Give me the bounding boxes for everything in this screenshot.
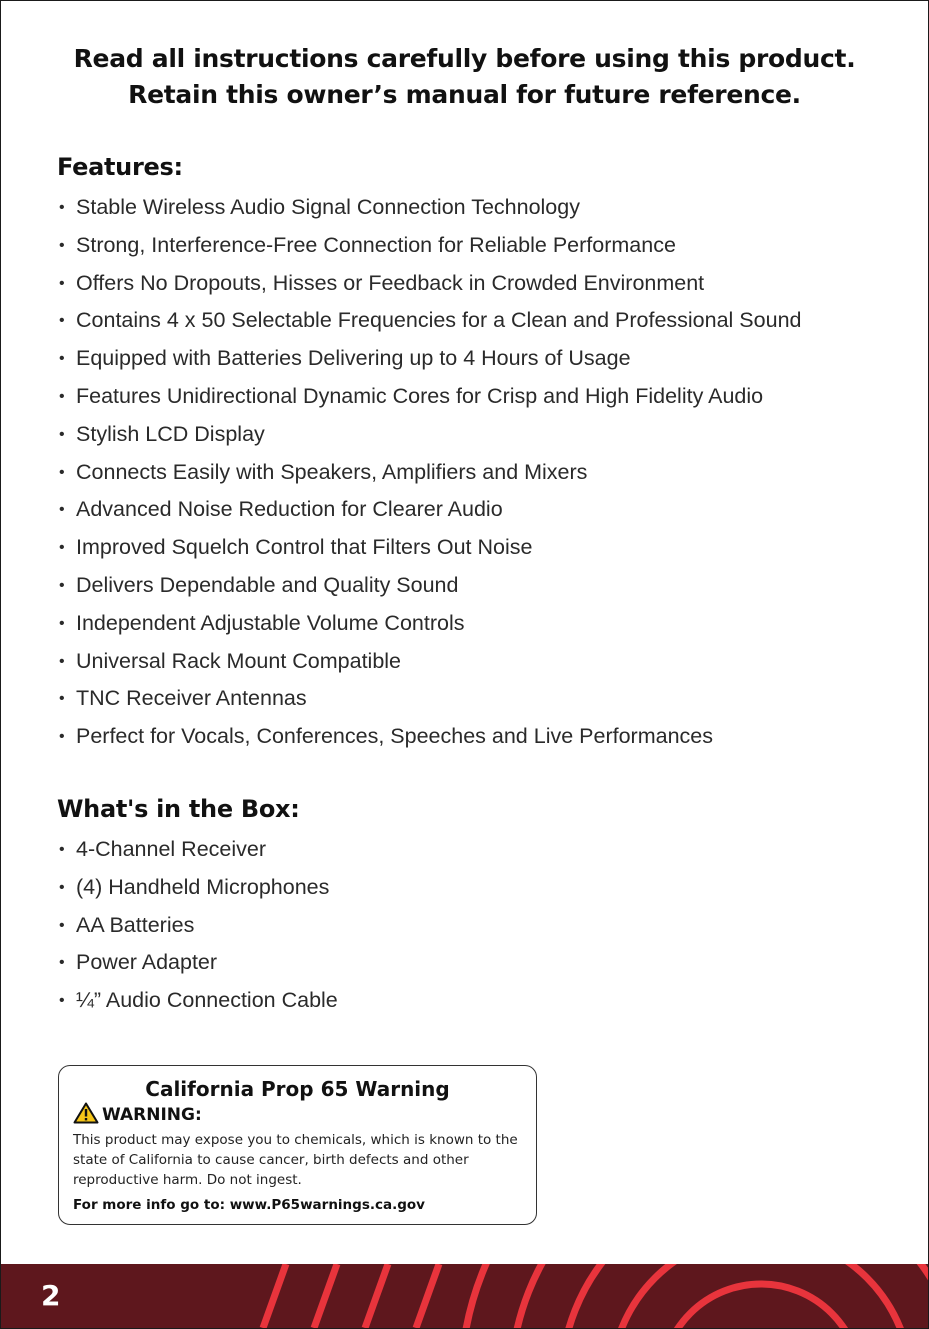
box-item: • AA Batteries	[59, 907, 338, 945]
bullet-icon: •	[59, 312, 65, 330]
bullet-icon: •	[59, 274, 65, 292]
warning-label: WARNING:	[102, 1105, 202, 1125]
warning-info-link[interactable]: For more info go to: www.P65warnings.ca.gov	[73, 1197, 425, 1213]
bullet-icon: •	[59, 992, 65, 1010]
feature-item: • Advanced Noise Reduction for Clearer Audio	[59, 491, 801, 529]
bullet-icon: •	[59, 387, 65, 405]
feature-item: • Features Unidirectional Dynamic Cores for Crisp and High Fidelity Audio	[59, 378, 801, 416]
feature-item: • Contains 4 x 50 Selectable Frequencies for a Clean and Professional Sound	[59, 302, 801, 340]
feature-item: • TNC Receiver Antennas	[59, 680, 801, 718]
feature-item: • Delivers Dependable and Quality Sound	[59, 567, 801, 605]
features-title: Features:	[57, 153, 183, 181]
bullet-icon: •	[59, 199, 65, 216]
box-item: • 4-Channel Receiver	[59, 831, 338, 869]
bullet-icon: •	[59, 728, 65, 746]
feature-item: • Offers No Dropouts, Hisses or Feedback in Crowded Environment	[59, 265, 801, 303]
feature-item: • Improved Squelch Control that Filters Out Noise	[59, 529, 801, 567]
feature-item: • Stable Wireless Audio Signal Connection Technology	[59, 189, 801, 227]
warning-text: This product may expose you to chemicals, which is known to the state of California to cause cancer, birth defects and other reproductive harm. Do not ingest.	[73, 1132, 518, 1188]
bullet-icon: •	[59, 954, 65, 972]
page-number: 2	[41, 1279, 61, 1312]
feature-item: • Equipped with Batteries Delivering up to 4 Hours of Usage	[59, 340, 801, 378]
bullet-icon: •	[59, 236, 65, 254]
warning-label-row	[73, 1102, 522, 1128]
warning-title: California Prop 65 Warning	[145, 1077, 450, 1101]
feature-item: • Independent Adjustable Volume Controls	[59, 605, 801, 643]
intro-heading	[1, 41, 928, 113]
box-contents-title: What's in the Box:	[57, 795, 300, 823]
bullet-icon: •	[59, 425, 65, 443]
footer-band	[1, 1264, 928, 1328]
prop65-warning-box	[58, 1065, 537, 1225]
bullet-icon: •	[59, 841, 65, 858]
bullet-icon: •	[59, 878, 65, 896]
feature-item: • Connects Easily with Speakers, Amplifiers and Mixers	[59, 454, 801, 492]
bullet-icon: •	[59, 916, 65, 934]
bullet-icon: •	[59, 614, 65, 632]
box-item: • Power Adapter	[59, 944, 338, 982]
bullet-icon: •	[59, 501, 65, 519]
bullet-icon: •	[59, 690, 65, 708]
footer-decoration	[1, 1264, 928, 1328]
bullet-icon: •	[59, 350, 65, 368]
feature-item: • Stylish LCD Display	[59, 416, 801, 454]
box-item: • (4) Handheld Microphones	[59, 869, 338, 907]
box-item: • ¼” Audio Connection Cable	[59, 982, 338, 1020]
warning-triangle-icon	[73, 1102, 99, 1128]
features-list	[59, 189, 801, 756]
bullet-icon: •	[59, 576, 65, 594]
box-contents-list	[59, 831, 338, 1020]
bullet-icon: •	[59, 539, 65, 557]
intro-line-2: Retain this owner’s manual for future reference.	[128, 80, 801, 109]
feature-item: • Universal Rack Mount Compatible	[59, 643, 801, 681]
feature-item: • Strong, Interference-Free Connection for Reliable Performance	[59, 227, 801, 265]
bullet-icon: •	[59, 463, 65, 481]
intro-line-1: Read all instructions carefully before using this product.	[73, 44, 856, 73]
bullet-icon: •	[59, 652, 65, 670]
feature-item: • Perfect for Vocals, Conferences, Speeches and Live Performances	[59, 718, 801, 756]
